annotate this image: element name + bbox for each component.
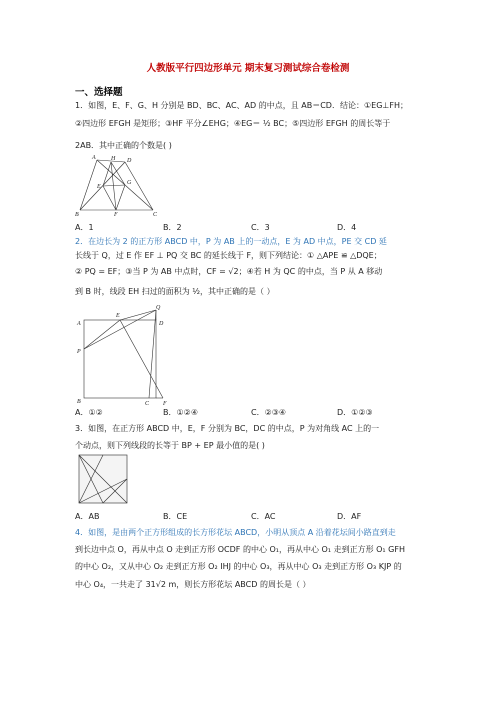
q4-text-line-2: 到长边中点 O，再从中点 O 走到正方形 OCDF 的中心 O₁，再从中心 O₁ 走到正方形 O₁ GFH (75, 545, 405, 554)
q3-option-d[interactable]: D．AF (337, 512, 362, 521)
q3-text-line-2: 个动点，则下列线段的长等于 BP + EP 最小值的是( ) (75, 441, 265, 450)
q2-label-e: E (116, 313, 120, 319)
q3-option-a[interactable]: A．AB (75, 512, 100, 521)
q2-label-d: D (159, 321, 164, 327)
q4-text-line-3: 的中心 O₂，又从中心 O₂ 走到正方形 O₂ IHJ 的中心 O₃，再从中心 O₃ 走到正方形 O₃ KJP 的 (75, 562, 402, 571)
q1-label-a: A (92, 155, 96, 161)
q2-option-c[interactable]: C．②③④ (251, 408, 287, 417)
q4-text-line-4: 中心 O₄，一共走了 31√2 m，则长方形花坛 ABCD 的周长是（ ） (75, 580, 311, 589)
q1-label-h: H (111, 156, 116, 162)
q1-label-b: B (75, 212, 79, 218)
section-heading: 一、选择题 (75, 87, 123, 98)
q1-text-line-3: 2AB．其中正确的个数是( ) (75, 141, 172, 150)
q2-text-line-2: 长线于 Q，过 E 作 EF ⊥ PQ 交 BC 的延长线于 F，则下列结论：① △APE ≌ △DQE； (75, 251, 382, 260)
q2-text-line-1: 2．在边长为 2 的正方形 ABCD 中，P 为 AB 上的一动点，E 为 AD 中点，PE 交 CD 延 (75, 237, 387, 246)
q3-option-b[interactable]: B．CE (163, 512, 188, 521)
q1-figure (75, 150, 165, 218)
q1-label-g: G (127, 180, 132, 186)
q2-figure (75, 305, 175, 405)
q1-option-c[interactable]: C．3 (251, 223, 270, 232)
q2-text-line-4: 到 B 时，线段 EH 扫过的面积为 ½，其中正确的是（ ） (75, 287, 275, 296)
q3-text-line-1: 3．如图，在正方形 ABCD 中，E，F 分别为 BC，DC 的中点，P 为对角线 AC 上的一 (75, 424, 380, 433)
q2-option-b[interactable]: B．①②④ (163, 408, 199, 417)
q2-option-a[interactable]: A．①② (75, 408, 103, 417)
q3-option-c[interactable]: C．AC (251, 512, 276, 521)
q1-text-line-1: 1．如图，E、F、G、H 分别是 BD、BC、AC、AD 的中点，且 AB＝CD．结论：①EG⊥FH； (75, 101, 408, 110)
q1-label-e: E (97, 184, 101, 190)
q2-label-p: P (77, 349, 81, 355)
q4-text-line-1: 4．如图，是由两个正方形组成的长方形花坛 ABCD，小明从顶点 A 沿着花坛间小路直到走 (75, 528, 396, 537)
q1-label-d: D (127, 158, 132, 164)
q1-label-f: F (114, 212, 118, 218)
q1-option-b[interactable]: B．2 (163, 223, 182, 232)
q2-label-c: C (145, 401, 150, 405)
q2-text-line-3: ② PQ = EF；③当 P 为 AB 中点时，CF = √2；④若 H 为 QC 的中点，当 P 从 A 移动 (75, 267, 383, 276)
q2-option-d[interactable]: D．①②③ (337, 408, 373, 417)
q1-label-c: C (153, 212, 158, 218)
q3-figure (75, 452, 131, 508)
q1-option-a[interactable]: A．1 (75, 223, 94, 232)
document-title: 人教版平行四边形单元 期末复习测试综合卷检测 (146, 63, 350, 74)
q2-label-b: B (77, 399, 81, 405)
q1-text-line-2: ②四边形 EFGH 是矩形；③HF 平分∠EHG；④EG＝ ½ BC；⑤四边形 EFGH 的周长等于 (75, 119, 391, 128)
q2-label-a: A (77, 321, 81, 327)
q2-label-f: F (163, 401, 167, 405)
q1-option-d[interactable]: D．4 (337, 223, 357, 232)
q2-label-q: Q (156, 305, 161, 311)
